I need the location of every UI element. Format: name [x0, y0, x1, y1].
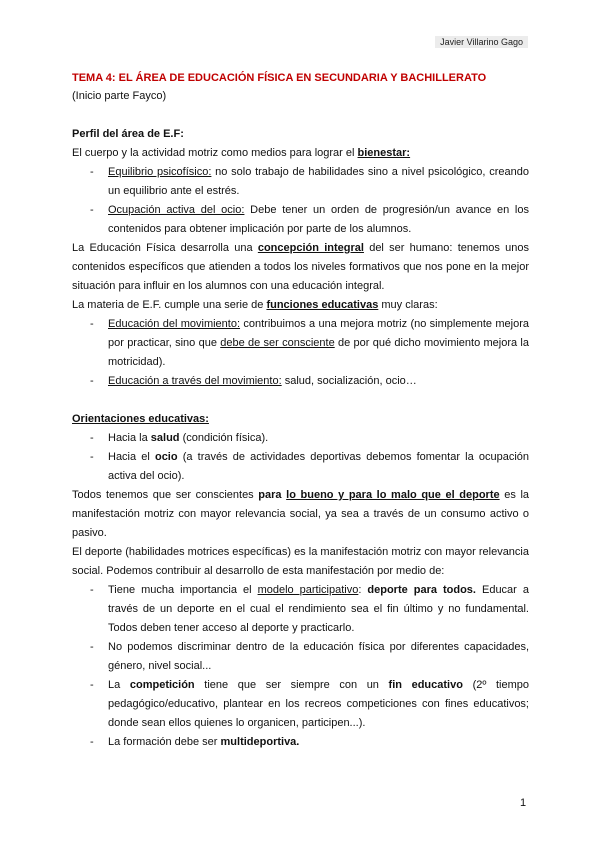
paragraph-perfil-intro: [72, 144, 529, 163]
item-underline: debe de ser consciente: [220, 337, 335, 349]
item-term: Ocupación activa del ocio:: [108, 204, 245, 216]
emphasis-fin-educativo: fin educativo: [388, 679, 463, 691]
list-item: [72, 448, 529, 486]
emphasis-multideportiva: multideportiva.: [220, 736, 300, 748]
item-text: de por qué dicho movimiento mejora la motricidad).: [108, 337, 529, 368]
emphasis-para: para: [258, 489, 287, 501]
emphasis-concepcion-integral: concepción integral: [257, 242, 364, 254]
item-text: contribuimos a una mejora motriz (no simplemente mejora por practicar, sino que: [108, 318, 529, 349]
text-run: es la manifestación motriz con mayor relevancia social, ya sea a través de un consumo activo o pasivo.: [72, 489, 530, 539]
text-run: Hacia el: [108, 451, 155, 463]
header-author: Javier Villarino Gago: [435, 36, 528, 48]
document-subtitle: (Inicio parte Fayco): [72, 90, 167, 102]
text-run: (2º tiempo pedagógico/educativo, plantear en los recreos competiciones con fines educativos; donde sean ellos quienes lo organicen, participen...).: [108, 679, 529, 729]
text-run: tiene que ser siempre con un: [194, 679, 389, 691]
emphasis-salud: salud: [150, 432, 180, 444]
emphasis-funciones-educativas: funciones educativas: [266, 299, 379, 311]
section-heading-perfil: Perfil del área de E.F:: [72, 128, 184, 140]
text-run: (condición física).: [179, 432, 269, 444]
text-run: muy claras:: [378, 299, 438, 311]
list-item: [72, 733, 529, 752]
paragraph-funciones: [72, 296, 529, 315]
list-orientaciones: [72, 429, 529, 486]
item-underline: modelo participativo: [257, 584, 359, 596]
text-run: La Educación Física desarrolla una: [72, 242, 258, 254]
list-perfil: [72, 163, 529, 239]
item-text: Debe tener un orden de progresión/un avance en los contenidos para obtener implicación por parte de los alumnos.: [108, 204, 529, 235]
list-funciones: [72, 315, 529, 391]
item-text: no solo trabajo de habilidades sino a nivel psicológico, creando un equilibrio ante el estrés.: [108, 166, 529, 197]
text-run: La formación debe ser: [108, 736, 221, 748]
text-run: Todos tenemos que ser conscientes: [72, 489, 259, 501]
text-run: del ser humano: tenemos unos contenidos específicos que atienden a todos los niveles formativos que nos pone en la mejor situación para influir en los alumnos con una educación integral.: [72, 242, 529, 292]
paragraph-deporte-relevancia: El deporte (habilidades motrices específicas) es la manifestación motriz con mayor relevancia social. Podemos contribuir al desarrollo de esta manifestación por medio de:: [72, 546, 529, 577]
document-title: TEMA 4: EL ÁREA DE EDUCACIÓN FÍSICA EN SECUNDARIA Y BACHILLERATO: [72, 72, 487, 84]
emphasis-competicion: competición: [129, 679, 195, 691]
text-run: (a través de actividades deportivas debemos fomentar la ocupación activa del ocio).: [108, 451, 529, 482]
list-item: - No podemos discriminar dentro de la educación física por diferentes capacidades, género, nivel social...: [72, 638, 529, 676]
paragraph-concepcion: [72, 239, 529, 296]
text-run: Educar a través de un deporte en el cual el rendimiento sea el fin último y no fundamental. Todos deben tener acceso al deporte y practicarlo.: [108, 584, 529, 634]
text-run: El cuerpo y la actividad motriz como medios para lograr el: [72, 147, 358, 159]
text-run: Tiene mucha importancia el: [108, 584, 258, 596]
text-run: La: [108, 679, 130, 691]
page-number: 1: [520, 797, 527, 809]
list-item: [72, 676, 529, 733]
list-item: [72, 372, 529, 391]
list-deporte: [72, 581, 529, 752]
item-term: Educación a través del movimiento:: [108, 375, 282, 387]
paragraph-deporte-consciencia: [72, 486, 529, 543]
section-heading-orientaciones: Orientaciones educativas:: [72, 413, 209, 425]
emphasis-deporte-para-todos: deporte para todos.: [367, 584, 476, 596]
list-item: [72, 201, 529, 239]
list-item: [72, 163, 529, 201]
text-run: :: [358, 584, 368, 596]
item-text: salud, socialización, ocio…: [281, 375, 417, 387]
list-item: [72, 315, 529, 372]
list-item: [72, 429, 529, 448]
text-run: Hacia la: [108, 432, 151, 444]
document-body: [72, 70, 529, 752]
item-term: Educación del movimiento:: [108, 318, 241, 330]
text-run: La materia de E.F. cumple una serie de: [72, 299, 267, 311]
emphasis-ocio: ocio: [154, 451, 178, 463]
item-term: Equilibrio psicofísico:: [108, 166, 212, 178]
list-item: [72, 581, 529, 638]
emphasis-bienestar: bienestar:: [357, 147, 411, 159]
emphasis-lo-bueno-lo-malo: lo bueno y para lo malo que el deporte: [286, 489, 500, 501]
